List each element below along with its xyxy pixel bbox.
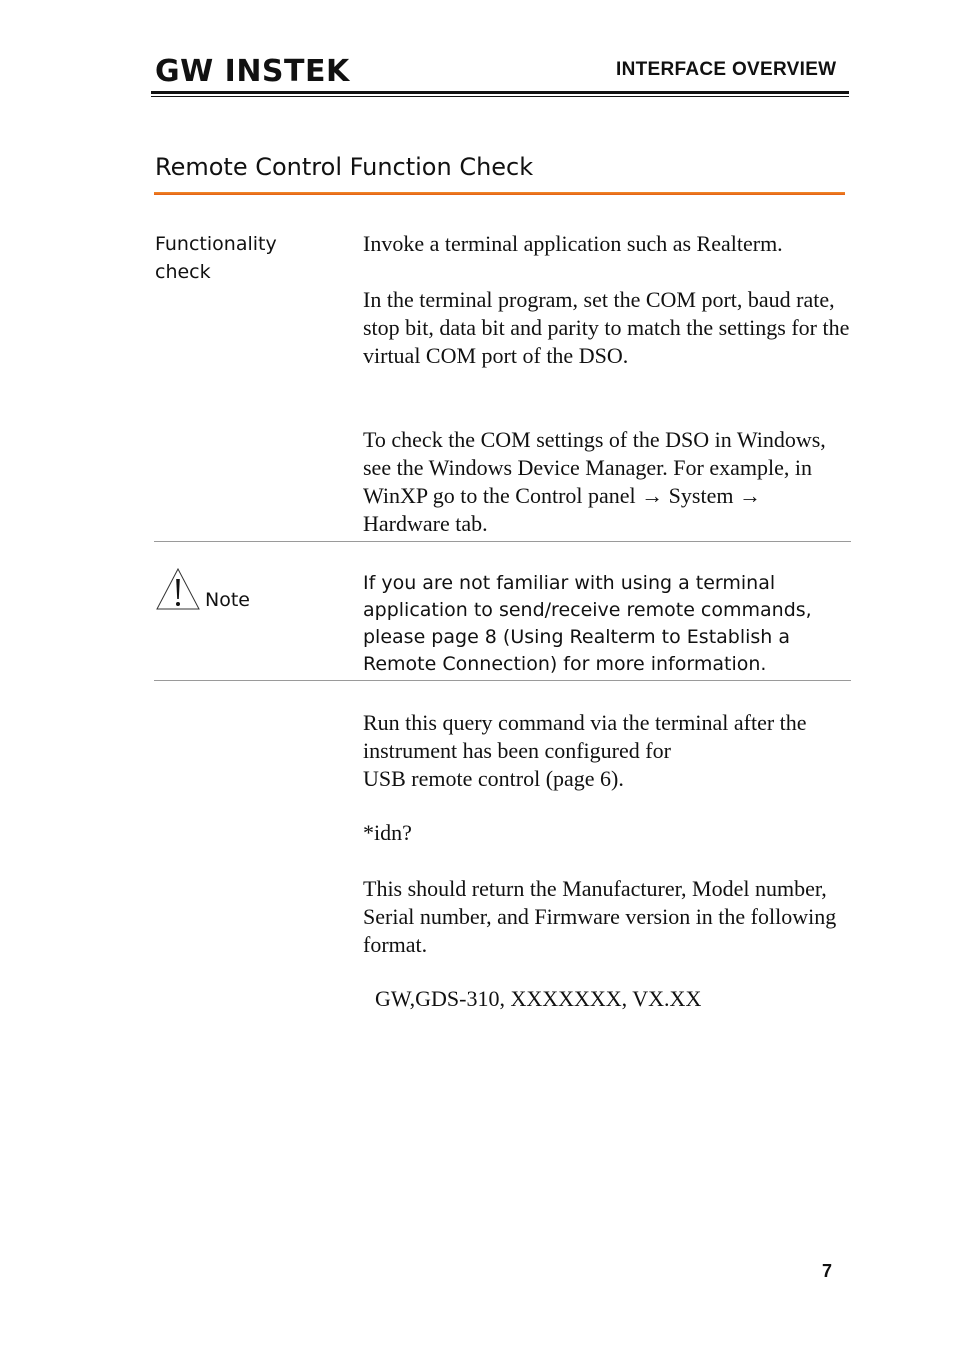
- gw-instek-logo: [155, 52, 350, 89]
- section-divider: [154, 680, 851, 681]
- page-title: Remote Control Function Check: [155, 153, 534, 181]
- header-rule: [151, 91, 849, 94]
- functionality-paragraph-3: To check the COM settings of the DSO in Windows, see the Windows Device Manager. For example, in WinXP go to the Control panel → System → Hardware tab.: [363, 427, 826, 536]
- warning-icon: [155, 567, 201, 611]
- section-divider: [154, 541, 851, 542]
- query-command: *idn?: [363, 820, 412, 845]
- note-text: If you are not familiar with using a terminal application to send/receive remote commands, please page 8 (Using Realterm to Establish a Remote Connection) for more information.: [363, 572, 812, 675]
- functionality-check-label: Functionality check: [155, 233, 277, 283]
- functionality-paragraph-2: In the terminal program, set the COM port, baud rate, stop bit, data bit and parity to match the settings for the virtual COM port of the DSO.: [363, 287, 850, 368]
- note-label: Note: [205, 589, 250, 611]
- title-rule: [154, 192, 845, 195]
- header-rule-thin: [151, 96, 849, 97]
- section-header: INTERFACE OVERVIEW: [616, 59, 837, 80]
- functionality-paragraph-1: Invoke a terminal application such as Realterm.: [363, 231, 783, 256]
- logo-text: GW INSTEK: [155, 54, 350, 89]
- response-format: GW,GDS-310, XXXXXXX, VX.XX: [375, 986, 702, 1011]
- query-intro: Run this query command via the terminal after the instrument has been configured for USB remote control (page 6).: [363, 710, 807, 791]
- query-description: This should return the Manufacturer, Model number, Serial number, and Firmware version in the following format.: [363, 876, 837, 957]
- page-number: 7: [822, 1261, 833, 1281]
